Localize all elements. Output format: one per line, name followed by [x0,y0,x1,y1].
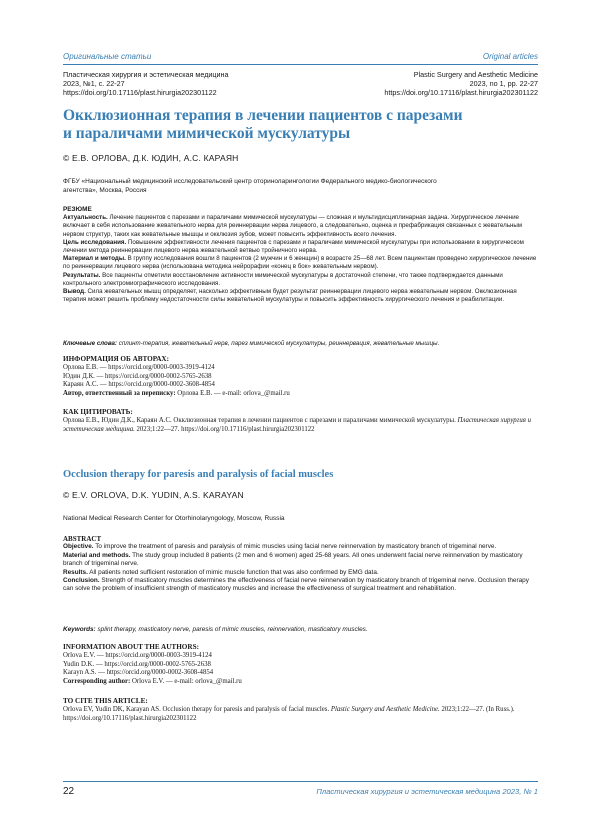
methods-label-ru: Материал и методы. [63,255,126,263]
authors-info-en [63,643,538,686]
conclusion-text-ru: Сила жевательных мышц определяет, насколько эффективным будет результат реиннервации лицевого нерва жевательным нервом. Окклюзионная терапия может решить проблему недостаточности силы жевательной мускулатуры и повысить эффективность хирургического лечения и реабилитации. [63,288,517,304]
abstract-methods-en [63,552,538,569]
relevance-text: Лечение пациентов с парезами и параличами мимической мускулатуры — сложная и мультидисциплинарная задача. Хирургическое лечение включает в себя использование жевательного нерва для реиннервации нерва лицевого, а следовательно, оценка и префабрикация связанных с жевательным нервом структур, таких как жевательные мышцы и окклюзия зубов, может повысить эффективность всего лечения. [63,214,523,238]
keywords-label-en: Keywords: [63,626,96,633]
abstract-relevance [63,214,538,239]
title-line-1: Окклюзионная терапия в лечении пациентов с парезами [63,107,463,124]
authors-info-ru [63,355,538,398]
corresp-label-ru: Автор, ответственный за переписку: [63,389,176,397]
author-orcid-3-en: Karayn A.S. — https://orcid.org/0000-0002-3608-4854 [63,669,214,677]
methods-text-en: The study group included 8 patients (2 men and 6 women) aged 25-68 years. All ones underwent facial nerve reinnervation by masticatory branch of trigeminal nerve. [63,551,523,568]
author-orcid-1-en: Orlova E.V. — https://orcid.org/0000-0003-3919-4124 [63,652,212,660]
abstract-aim [63,239,538,255]
objective-label: Objective. [63,543,94,551]
affiliation-en: National Medical Research Center for Otorhinolaryngology, Moscow, Russia [63,515,285,522]
section-label-en: Original articles [482,52,538,61]
section-header-bar [63,52,538,65]
relevance-label: Актуальность. [63,214,108,222]
keywords-ru [63,340,538,348]
page-footer [63,781,538,796]
corresp-text-en: Orlova E.V. — e-mail: orlova_@mail.ru [130,677,242,685]
keywords-text-ru: сплинт-терапия, жевательный нерв, парез мимической мускулатуры, реиннервация, жевательные мышцы. [117,340,440,347]
abstract-heading-en: ABSTRACT [63,535,102,543]
cite-tail-ru: 2023;1:22—27. https://doi.org/10.17116/plast.hirurgia202301122 [134,425,315,433]
results-label-en: Results. [63,568,88,576]
conclusion-label-ru: Вывод. [63,288,86,296]
footer-journal: Пластическая хирургия и эстетическая медицина 2023, № 1 [316,787,538,796]
keywords-en [63,626,538,634]
cite-heading-ru: КАК ЦИТИРОВАТЬ: [63,408,133,416]
methods-text-ru: В группу исследования вошли 8 пациентов (2 мужчин и 6 женщин) в возрасте 25—68 лет. Всем пациентам проведено хирургическое лечение по реиннервации лицевого нерва (использована методика нейрорафии «конец в бок» жевательным нервом). [63,255,537,271]
cite-journal-en: Plastic Surgery and Aesthetic Medicine. [330,706,440,714]
article-title-en: Occlusion therapy for paresis and paralysis of facial muscles [63,469,334,480]
citation-en [63,697,538,723]
corresp-label-en: Corresponding author: [63,677,131,685]
abstract-en [63,535,538,594]
doi-link-ru[interactable]: https://doi.org/10.17116/plast.hirurgia202301122 [63,88,217,98]
abstract-conclusion-ru [63,288,538,304]
abstract-ru [63,206,538,304]
affiliation-line-1: ФГБУ «Национальный медицинский исследовательский центр оториноларингологии Федерального медико-биологического [63,178,437,185]
corresponding-author-ru [63,390,538,398]
journal-issue-en: 2023, no 1, pp. 22-27 [469,79,538,89]
corresp-text-ru: Орлова Е.В. — e-mail: orlova_@mail.ru [175,389,290,397]
cite-tail-en: 2023;1:22—27. (In Russ.). https://doi.org/10.17116/plast.hirurgia202301122 [63,706,515,722]
results-text-ru: Все пациенты отметили восстановление активности мимической мускулатуры в достаточной степени, что также подтверждается данными контрольного электромиографического исследования. [63,271,503,287]
keywords-label-ru: Ключевые слова: [63,340,117,347]
results-text-en: All patients noted sufficient restoration of mimic muscle function that was also confirmed by EMG data. [87,568,379,576]
abstract-conclusion-en [63,577,538,594]
cite-heading-en: TO CITE THIS ARTICLE: [63,697,148,705]
abstract-results-en [63,569,538,577]
abstract-results-ru [63,272,538,288]
results-label-ru: Результаты. [63,271,101,279]
cite-body-ru: Орлова Е.В., Юдин Д.К., Караян А.С. Окклюзионная терапия в лечении пациентов с парезами и параличами мимической мускулатуры. [63,417,458,425]
title-line-2: и параличами мимической мускулатуры [63,125,351,142]
aim-label: Цель исследования. [63,238,127,246]
section-label-ru: Оригинальные статьи [63,52,152,61]
keywords-text-en: splint therapy, masticatory nerve, paresis of mimic muscles, reinnervation, masticatory muscles. [95,626,368,633]
abstract-heading-ru: РЕЗЮМЕ [63,206,92,213]
journal-name-en: Plastic Surgery and Aesthetic Medicine [413,70,538,79]
citation-text-en [63,706,538,723]
authors-ru: © Е.В. ОРЛОВА, Д.К. ЮДИН, А.С. КАРАЯН [63,153,239,163]
authors-info-heading-ru: ИНФОРМАЦИЯ ОБ АВТОРАХ: [63,355,169,363]
conclusion-text-en: Strength of masticatory muscles determines the effectiveness of facial nerve reinnervation by masticatory branch of trigeminal nerve. Occlusion therapy can solve the problem of insufficient strength of masticatory muscles and increase the effectiveness of surgical treatment and rehabilitation. [63,577,529,593]
cite-journal-ru: Пластическая хирургия и эстетическая медицина. [63,417,531,433]
doi-link-en[interactable]: https://doi.org/10.17116/plast.hirurgia202301122 [384,88,538,98]
cite-body-en: Orlova EV, Yudin DK, Karayan AS. Occlusion therapy for paresis and paralysis of facial muscles. [63,706,331,714]
journal-name-ru: Пластическая хирургия и эстетическая медицина [63,70,229,79]
affiliation-line-2: агентства», Москва, Россия [63,186,147,194]
journal-meta-ru [63,70,229,98]
page-number: 22 [63,786,75,797]
author-orcid-2-en: Yudin D.K. — https://orcid.org/0000-0002-5765-2638 [63,660,211,668]
aim-text: Повышение эффективности лечения пациентов с парезами и параличами мимической мускулатуры при использовании в хирургическом лечении метода реиннервации лицевого нерва жевательной ветвью тройничного нерва. [63,238,524,255]
authors-info-heading-en: INFORMATION ABOUT THE AUTHORS: [63,643,199,651]
citation-ru [63,408,538,434]
citation-text-ru [63,417,538,434]
journal-issue-ru: 2023, №1, с. 22-27 [63,79,125,89]
objective-text: To improve the treatment of paresis and paralysis of mimic muscles using facial nerve reinnervation by masticatory branch of trigeminal nerve. [93,543,497,551]
conclusion-label-en: Conclusion. [63,577,100,585]
affiliation-ru [63,178,538,195]
article-title-ru [63,107,538,143]
authors-en: © E.V. ORLOVA, D.K. YUDIN, A.S. KARAYAN [63,490,244,500]
journal-meta-en [384,70,538,98]
corresponding-author-en [63,678,538,686]
author-orcid-1-ru: Орлова Е.В. — https://orcid.org/0000-0003-3919-4124 [63,364,215,372]
author-orcid-2-ru: Юдин Д.К. — https://orcid.org/0000-0002-5765-2638 [63,372,212,380]
author-orcid-3-ru: Караян А.С. — https://orcid.org/0000-0002-3608-4854 [63,381,215,389]
abstract-objective-en [63,543,538,551]
methods-label-en: Material and methods. [63,551,131,559]
abstract-methods-ru [63,255,538,271]
